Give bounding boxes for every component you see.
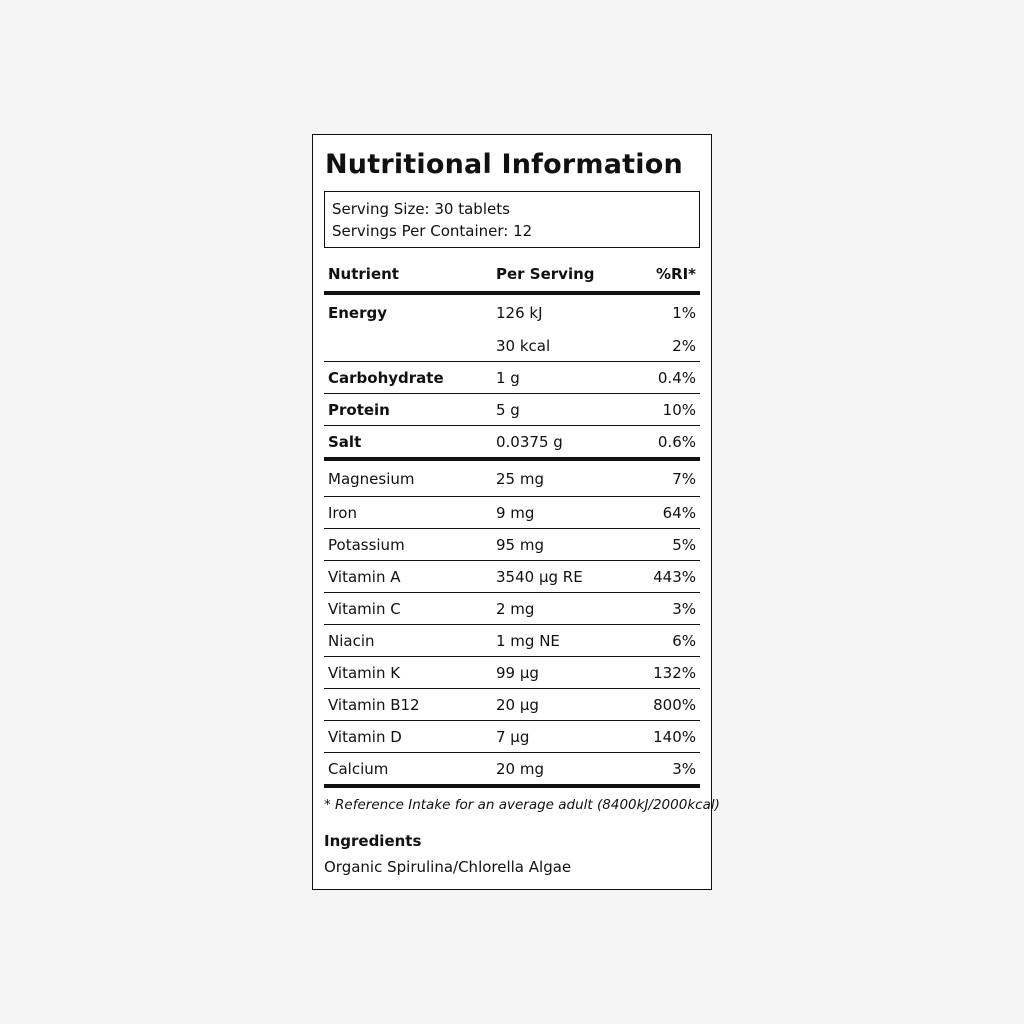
nutrient-name: Calcium — [328, 759, 389, 778]
ingredients-heading: Ingredients — [324, 832, 422, 850]
nutrient-ri: 132% — [653, 663, 696, 682]
nutrient-value: 1 g — [496, 368, 520, 387]
table-row — [324, 753, 700, 788]
nutrient-ri: 443% — [653, 567, 696, 586]
nutrient-value: 9 mg — [496, 503, 535, 522]
nutrient-name: Potassium — [328, 535, 405, 554]
table-row — [324, 394, 700, 426]
nutrient-name: Vitamin B12 — [328, 695, 420, 714]
table-row — [324, 497, 700, 529]
header-nutrient: Nutrient — [328, 265, 399, 283]
nutrient-ri: 64% — [662, 503, 696, 522]
table-row — [324, 721, 700, 753]
serving-box — [324, 191, 700, 248]
servings-per-container: Servings Per Container: 12 — [332, 222, 533, 240]
nutrient-name: Magnesium — [328, 469, 415, 488]
nutrient-value: 95 mg — [496, 535, 544, 554]
nutrient-name: Energy — [328, 303, 388, 322]
table-header — [324, 257, 700, 295]
table-row — [324, 461, 700, 497]
table-row — [324, 657, 700, 689]
header-per-serving: Per Serving — [496, 265, 595, 283]
nutrient-value: 20 µg — [496, 695, 539, 714]
nutrient-ri: 1% — [672, 303, 696, 322]
table-row — [324, 561, 700, 593]
nutrient-value: 1 mg NE — [496, 631, 560, 650]
ingredients-text: Organic Spirulina/Chlorella Algae — [324, 858, 572, 876]
nutrient-name: Salt — [328, 432, 362, 451]
nutrient-name: Vitamin A — [328, 567, 401, 586]
nutrient-value: 5 g — [496, 400, 520, 419]
table-row — [324, 625, 700, 657]
nutrient-name: Vitamin D — [328, 727, 402, 746]
nutrient-name: Carbohydrate — [328, 368, 444, 387]
nutrient-ri: 0.4% — [657, 368, 696, 387]
nutrient-name: Iron — [328, 503, 357, 522]
nutrition-table — [324, 257, 700, 788]
nutrient-name: Protein — [328, 400, 390, 419]
nutrient-ri: 0.6% — [657, 432, 696, 451]
table-row — [324, 529, 700, 561]
nutrient-value: 126 kJ — [496, 303, 543, 322]
nutrient-value: 3540 µg RE — [496, 567, 583, 586]
nutrient-name: Vitamin K — [328, 663, 401, 682]
nutrient-ri: 10% — [662, 400, 696, 419]
table-row-energy-kj — [324, 295, 700, 330]
nutrient-ri: 5% — [672, 535, 696, 554]
table-row — [324, 426, 700, 461]
table-row — [324, 362, 700, 394]
label-title: Nutritional Information — [325, 149, 683, 180]
nutrient-ri: 6% — [672, 631, 696, 650]
nutrient-ri: 3% — [672, 599, 696, 618]
nutrient-ri: 800% — [653, 695, 696, 714]
nutrient-ri: 7% — [672, 469, 696, 488]
nutrient-name: Niacin — [328, 631, 375, 650]
reference-footnote: * Reference Intake for an average adult (8400kJ/2000kcal) — [324, 797, 720, 813]
table-row-energy-kcal — [324, 330, 700, 362]
nutrient-ri: 2% — [672, 336, 696, 355]
nutrient-value: 20 mg — [496, 759, 544, 778]
nutrient-name: Vitamin C — [328, 599, 401, 618]
nutrient-value: 7 µg — [496, 727, 530, 746]
nutrient-value: 30 kcal — [496, 336, 551, 355]
nutrient-value: 99 µg — [496, 663, 539, 682]
nutrition-label — [312, 134, 720, 890]
serving-size: Serving Size: 30 tablets — [332, 200, 510, 218]
table-row — [324, 593, 700, 625]
nutrient-value: 2 mg — [496, 599, 535, 618]
header-ri: %RI* — [655, 265, 696, 283]
nutrient-value: 25 mg — [496, 469, 544, 488]
nutrient-ri: 3% — [672, 759, 696, 778]
nutrient-value: 0.0375 g — [496, 432, 563, 451]
nutrient-ri: 140% — [653, 727, 696, 746]
table-row — [324, 689, 700, 721]
